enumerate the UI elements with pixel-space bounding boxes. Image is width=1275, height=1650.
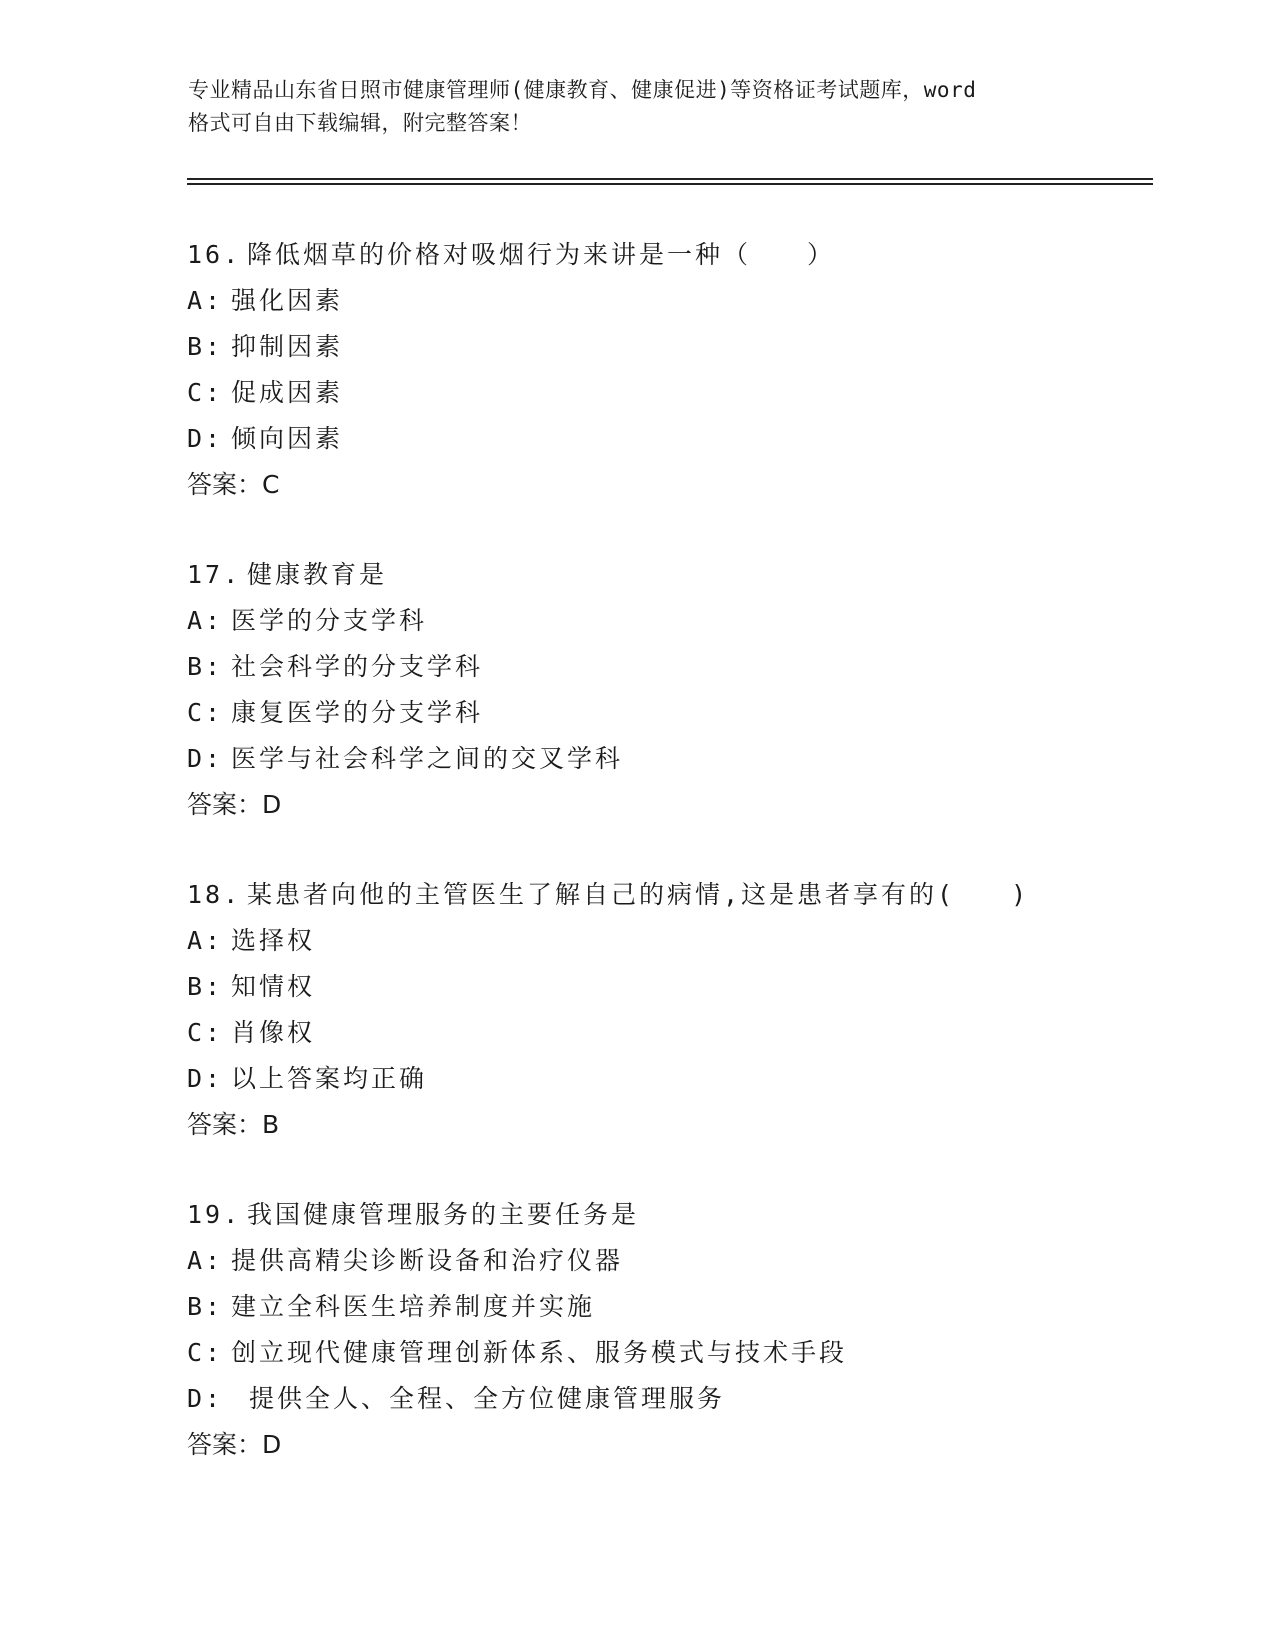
option-text: 知情权 xyxy=(231,972,316,1001)
header-line-2: 格式可自由下载编辑，附完整答案！ xyxy=(188,111,532,135)
option-key: A: xyxy=(187,1246,224,1275)
option-text: 选择权 xyxy=(231,926,316,955)
header-divider-top xyxy=(187,178,1153,180)
option-key: D: xyxy=(187,1384,224,1413)
option-key: A: xyxy=(187,606,224,635)
option-key: B: xyxy=(187,332,224,361)
answer-line: 答案：D xyxy=(187,790,282,819)
option-text: 肖像权 xyxy=(231,1018,316,1047)
question-number: 18. xyxy=(187,880,242,909)
option-text: 康复医学的分支学科 xyxy=(231,698,484,727)
option-b xyxy=(187,324,1187,370)
option-a xyxy=(187,1238,1187,1284)
option-key: C: xyxy=(187,1018,224,1047)
option-text: 促成因素 xyxy=(231,378,344,407)
option-text: 医学与社会科学之间的交叉学科 xyxy=(231,744,624,773)
question-text: 降低烟草的价格对吸烟行为来讲是一种（ ） xyxy=(247,240,836,269)
option-text: 提供全人、全程、全方位健康管理服务 xyxy=(231,1384,726,1413)
option-c xyxy=(187,690,1187,736)
option-key: D: xyxy=(187,1064,224,1093)
option-key: D: xyxy=(187,424,224,453)
document-header xyxy=(188,74,1088,140)
question-text: 我国健康管理服务的主要任务是 xyxy=(247,1200,640,1229)
option-b xyxy=(187,1284,1187,1330)
option-key: B: xyxy=(187,972,224,1001)
question-number: 17. xyxy=(187,560,242,589)
question-stem xyxy=(187,552,1187,598)
question-stem xyxy=(187,872,1187,918)
option-text: 社会科学的分支学科 xyxy=(231,652,484,681)
question-16 xyxy=(187,232,1187,508)
option-d xyxy=(187,1376,1187,1422)
option-a xyxy=(187,278,1187,324)
option-text: 创立现代健康管理创新体系、服务模式与技术手段 xyxy=(231,1338,848,1367)
option-c xyxy=(187,1010,1187,1056)
option-b xyxy=(187,644,1187,690)
option-text: 医学的分支学科 xyxy=(231,606,428,635)
option-d xyxy=(187,736,1187,782)
option-key: D: xyxy=(187,744,224,773)
option-c xyxy=(187,1330,1187,1376)
option-b xyxy=(187,964,1187,1010)
question-stem xyxy=(187,1192,1187,1238)
answer-line: 答案：C xyxy=(187,470,280,499)
option-key: B: xyxy=(187,1292,224,1321)
option-key: C: xyxy=(187,698,224,727)
option-key: A: xyxy=(187,926,224,955)
question-number: 16. xyxy=(187,240,242,269)
answer-line: 答案：B xyxy=(187,1110,280,1139)
question-stem xyxy=(187,232,1187,278)
option-c xyxy=(187,370,1187,416)
question-19 xyxy=(187,1192,1187,1468)
option-d xyxy=(187,416,1187,462)
option-text: 抑制因素 xyxy=(231,332,344,361)
header-divider-bottom xyxy=(187,183,1153,185)
option-text: 强化因素 xyxy=(231,286,344,315)
option-text: 建立全科医生培养制度并实施 xyxy=(231,1292,596,1321)
question-18 xyxy=(187,872,1187,1148)
question-text: 某患者向他的主管医生了解自己的病情,这是患者享有的( ) xyxy=(247,880,1030,909)
option-a xyxy=(187,918,1187,964)
option-text: 以上答案均正确 xyxy=(231,1064,428,1093)
option-key: B: xyxy=(187,652,224,681)
option-key: C: xyxy=(187,1338,224,1367)
answer-line: 答案：D xyxy=(187,1430,282,1459)
option-d xyxy=(187,1056,1187,1102)
option-key: C: xyxy=(187,378,224,407)
question-text: 健康教育是 xyxy=(247,560,388,589)
option-text: 提供高精尖诊断设备和治疗仪器 xyxy=(231,1246,624,1275)
option-key: A: xyxy=(187,286,224,315)
question-17 xyxy=(187,552,1187,828)
question-number: 19. xyxy=(187,1200,242,1229)
option-text: 倾向因素 xyxy=(231,424,344,453)
header-line-1: 专业精品山东省日照市健康管理师(健康教育、健康促进)等资格证考试题库，word xyxy=(188,78,977,102)
option-a xyxy=(187,598,1187,644)
